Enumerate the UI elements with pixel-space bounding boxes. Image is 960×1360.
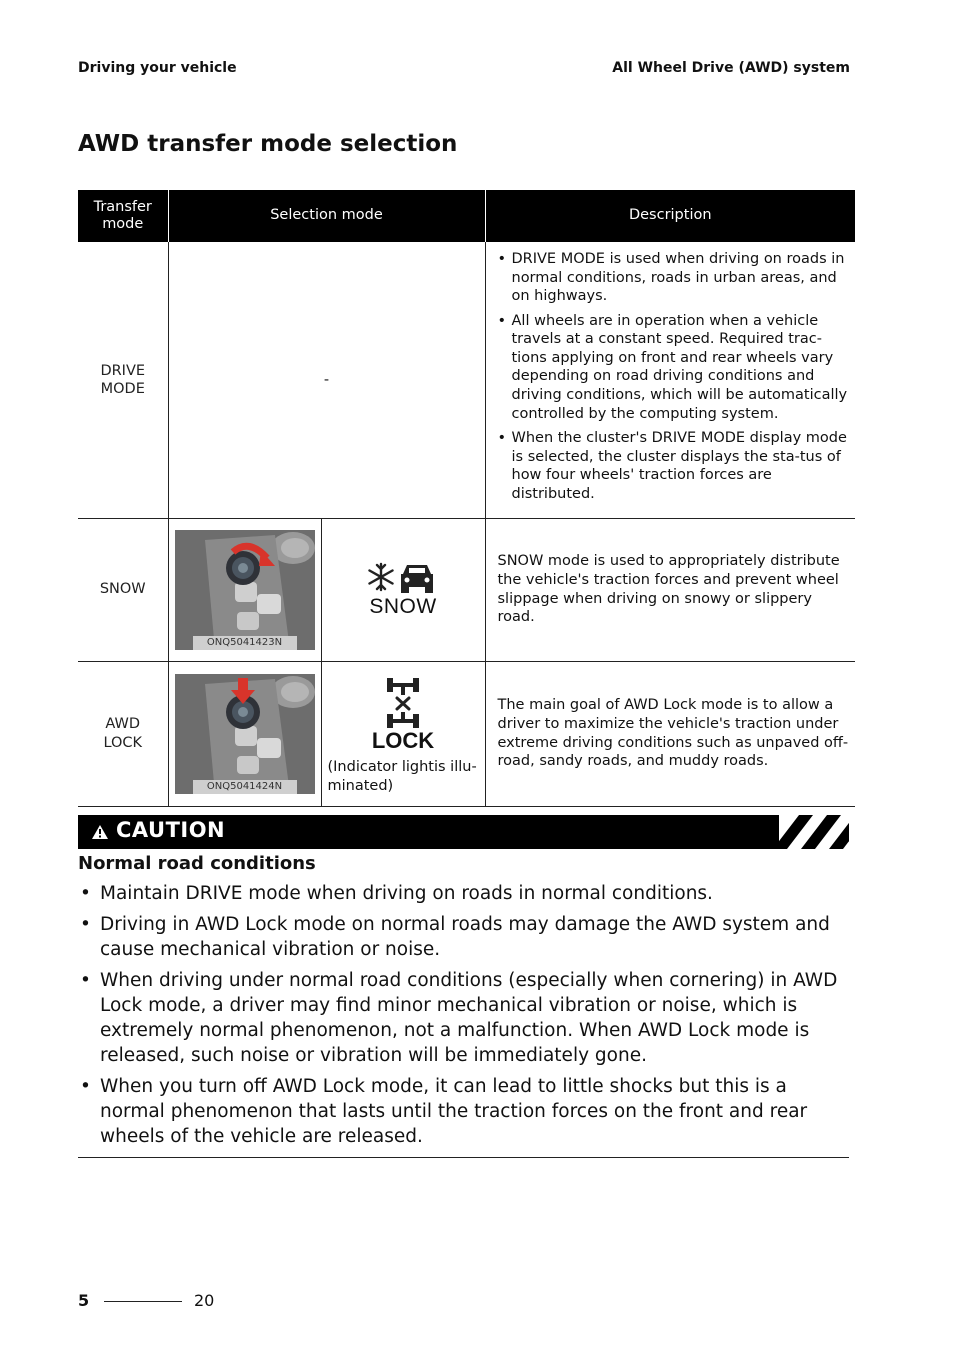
list-item: • When the cluster's DRIVE MODE display mode is selected, the cluster displays the sta-tus of how four wheels' traction forces are distributed. [498,429,850,503]
snow-indicator-cell [321,518,485,661]
image-code: ONQ5041423N [193,636,297,650]
section-number: 5 [78,1291,90,1310]
running-header-chapter: All Wheel Drive (AWD) system [612,60,850,76]
indicator-note: (Indicator lightis illu-minated) [327,759,477,794]
page-title: AWD transfer mode selection [78,131,458,157]
snow-knob-photo [175,530,315,650]
table-row [78,242,855,518]
image-code: ONQ5041424N [193,780,297,794]
caution-list [78,882,853,1156]
lock-indicator-label: LOCK [371,728,435,754]
warning-icon [92,825,108,839]
mode-awd-lock: AWD LOCK [78,661,168,806]
description-drive [485,242,855,518]
snow-indicator-icon [367,561,439,595]
list-item: • When driving under normal road conditions (especially when cornering) in AWD Lock mode, a driver may find minor mechanical vibration or noise, which is extremely normal phenomenon, not a malfunction. When AWD Lock mode is released, such noise or vibration will be immediately gone. [78,969,853,1069]
table-row [78,661,855,806]
list-item: • When you turn off AWD Lock mode, it can lead to little shocks but this is a normal phenomenon that lasts until the traction forces on the front and rear wheels of the vehicle are released. [78,1075,853,1150]
list-item: • DRIVE MODE is used when driving on roads in normal conditions, roads in urban areas, and on highways. [498,250,850,306]
header-description: Description [485,190,855,242]
description-snow: SNOW mode is used to appropriately distribute the vehicle's traction forces and prevent wheel slippage when driving on snowy or slippery road. [485,518,855,661]
caution-banner [78,815,849,849]
snow-indicator-label: SNOW [369,594,437,618]
header-selection-mode: Selection mode [168,190,485,242]
list-item: • Driving in AWD Lock mode on normal roads may damage the AWD system and cause mechanical vibration or noise. [78,913,853,963]
caution-heading: Normal road conditions [78,853,316,874]
list-item: • Maintain DRIVE mode when driving on roads in normal conditions. [78,882,853,907]
snow-photo-cell [168,518,321,661]
selection-drive: - [168,242,485,518]
mode-drive: DRIVE MODE [78,242,168,518]
caution-stripes [779,815,849,849]
table-header-row [78,190,855,242]
awd-lock-indicator-icon [380,676,426,728]
lock-knob-photo [175,674,315,794]
running-header-section: Driving your vehicle [78,60,237,76]
list-item: • All wheels are in operation when a vehicle travels at a constant speed. Required trac-tions applying on front and rear wheels vary depending on road driving conditions and driving conditions, which will be automatically controlled by the computing system. [498,312,850,423]
header-transfer-mode: Transfer mode [78,190,168,242]
footer-divider [104,1301,182,1302]
lock-indicator-cell [321,661,485,806]
lock-photo-cell [168,661,321,806]
transfer-mode-table [78,190,855,807]
mode-snow: SNOW [78,518,168,661]
caution-label: CAUTION [116,818,226,842]
page-number: 20 [194,1291,215,1310]
description-awd-lock: The main goal of AWD Lock mode is to allow a driver to maximize the vehicle's traction under extreme driving conditions such as unpaved off-road, sandy roads, and muddy roads. [485,661,855,806]
table-row [78,518,855,661]
divider [78,1157,849,1158]
